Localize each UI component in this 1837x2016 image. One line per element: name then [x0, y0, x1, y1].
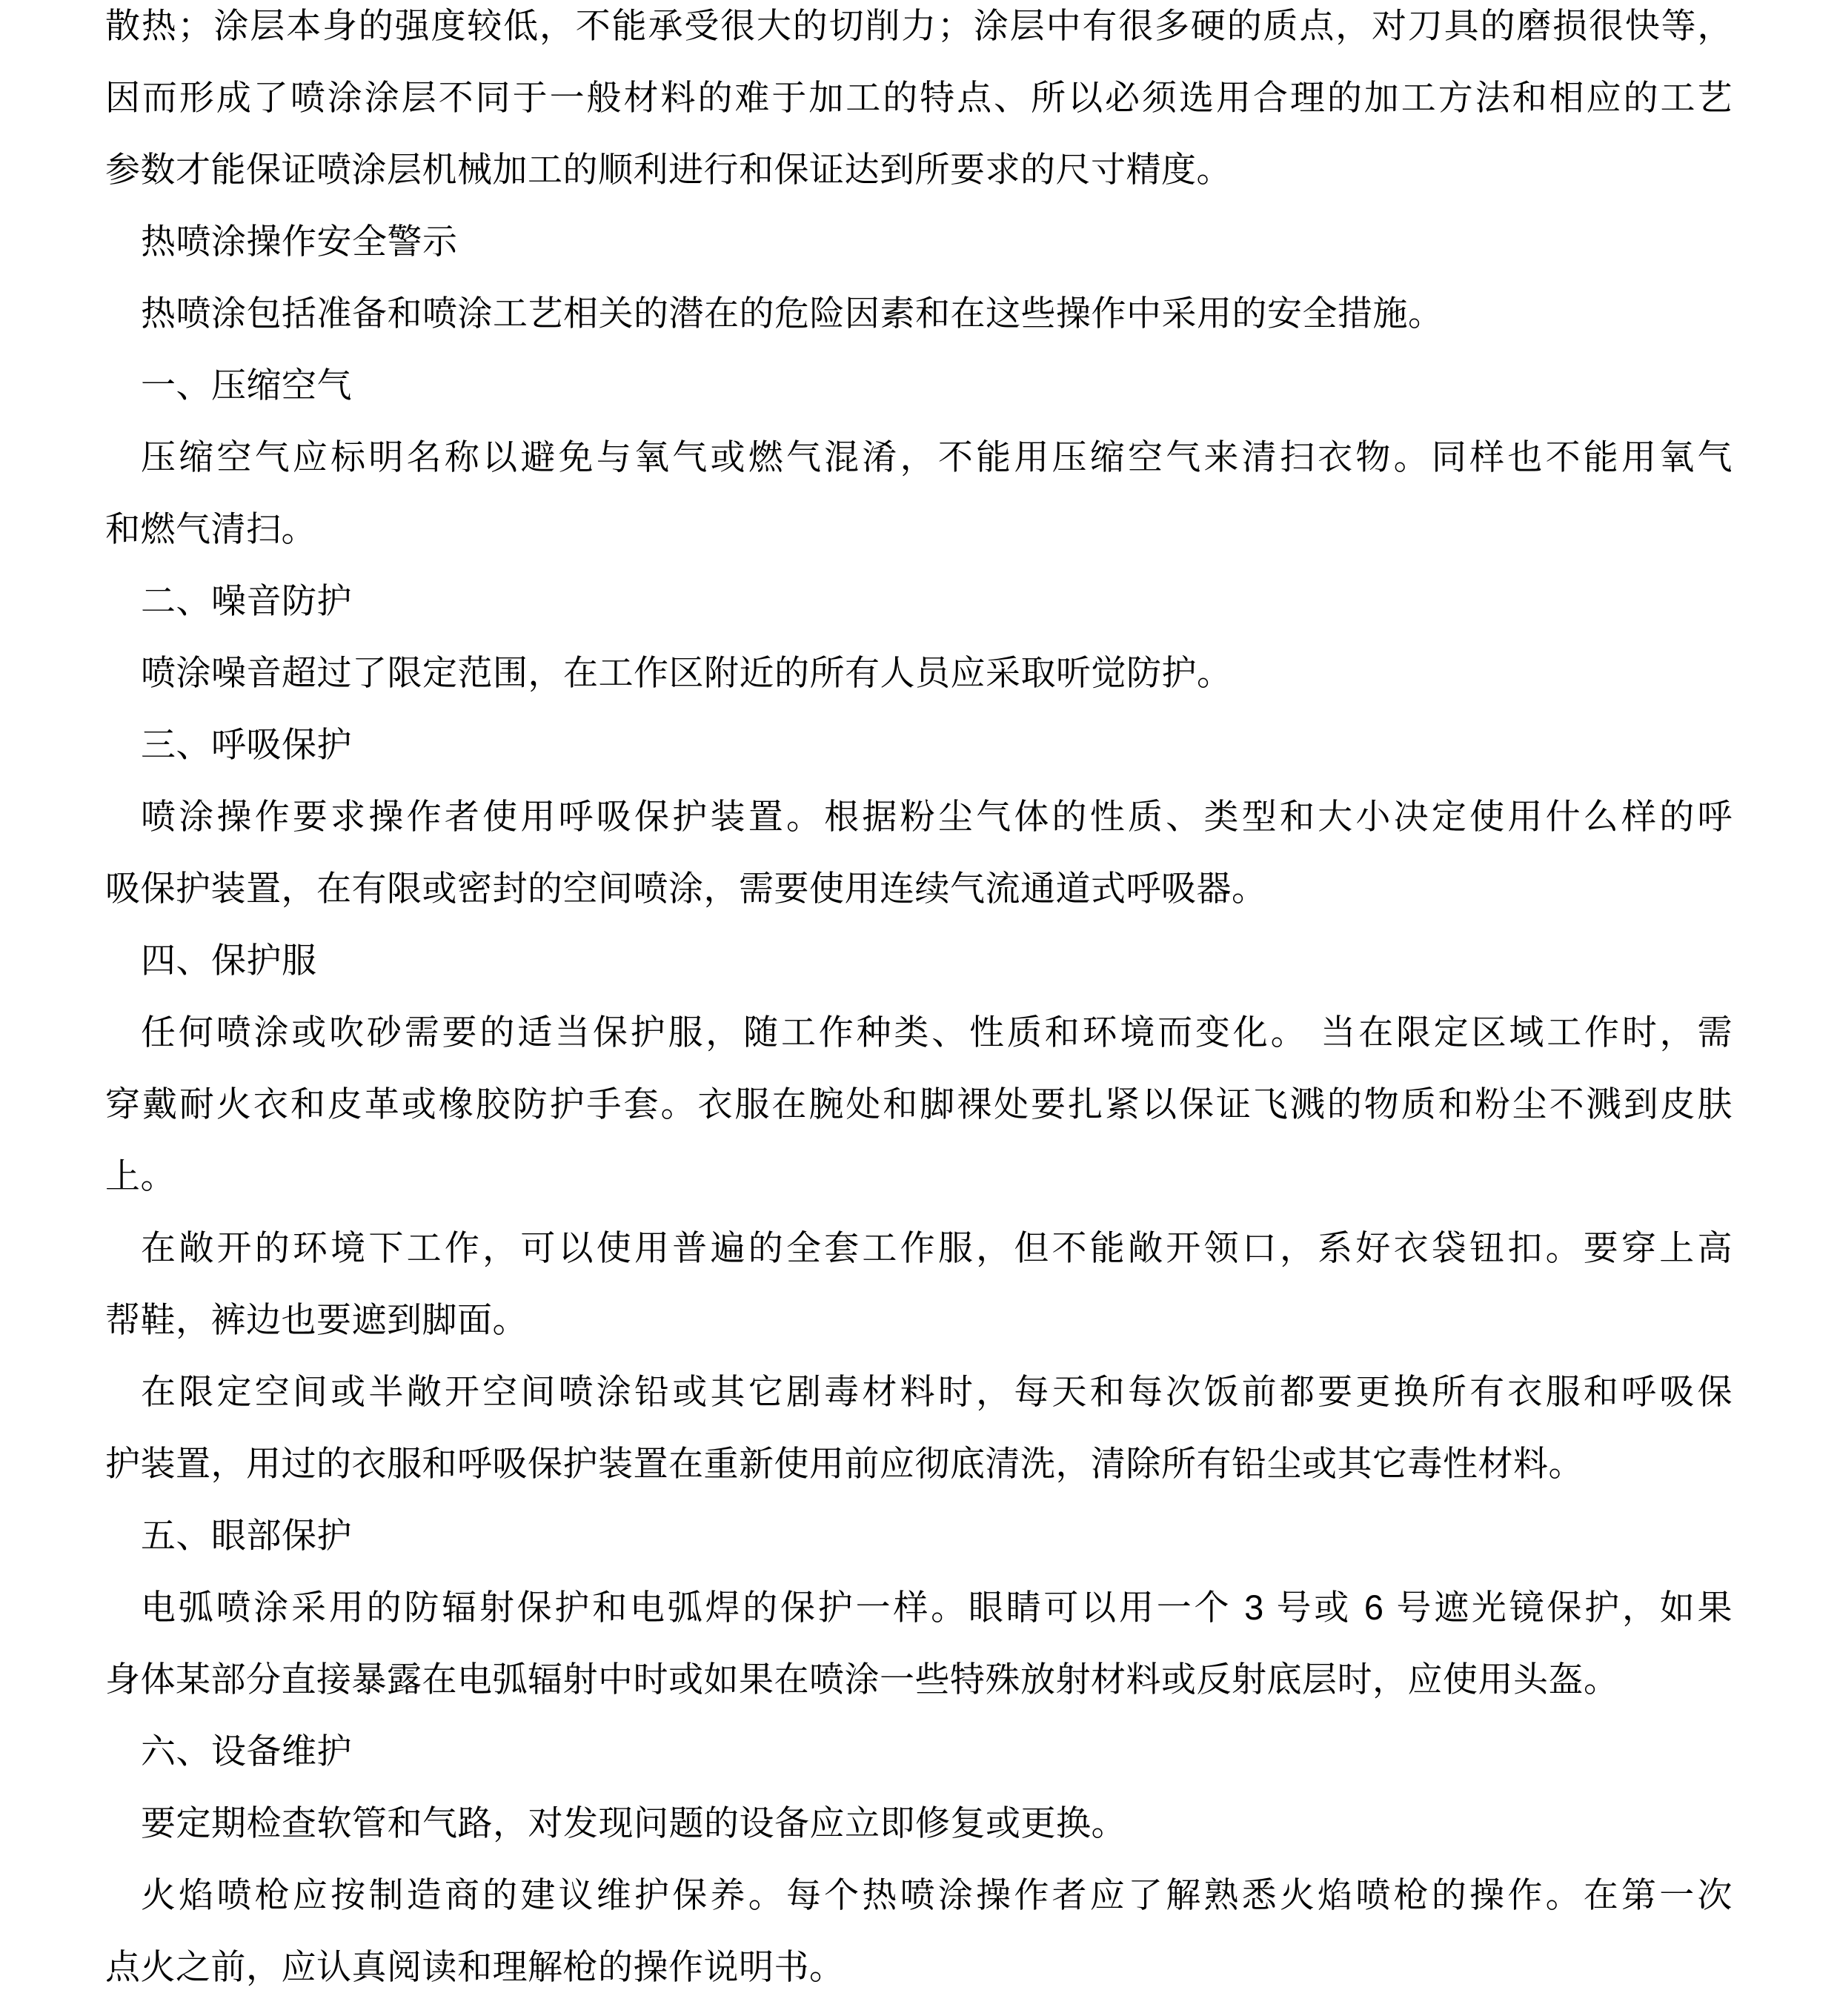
text-line: 在限定空间或半敞开空间喷涂铅或其它剧毒材料时，每天和每次饭前都要更换所有衣服和呼吸保 — [141, 1372, 1733, 1411]
text-line: 五、眼部保护 — [141, 1516, 352, 1555]
text-line: 在敞开的环境下工作，可以使用普遍的全套工作服，但不能敞开领口，系好衣袋钮扣。要穿上高 — [141, 1228, 1733, 1267]
text-line: 三、呼吸保护 — [141, 725, 352, 764]
text-line: 散热；涂层本身的强度较低，不能承受很大的切削力；涂层中有很多硬的质点，对刀具的磨损很快等， — [105, 6, 1733, 45]
text-line: 喷涂噪音超过了限定范围，在工作区附近的所有人员应采取听觉防护。 — [141, 653, 1232, 692]
text-line: 电弧喷涂采用的防辐射保护和电弧焊的保护一样。眼睛可以用一个 3 号或 6 号遮光镜保护，如果 — [141, 1588, 1733, 1627]
text-line: 四、保护服 — [141, 941, 317, 980]
text-line: 热喷涂操作安全警示 — [141, 222, 458, 261]
text-line: 身体某部分直接暴露在电弧辐射中时或如果在喷涂一些特殊放射材料或反射底层时，应使用头盔。 — [105, 1659, 1619, 1699]
text-line: 上。 — [105, 1156, 176, 1196]
text-line: 要定期检查软管和气路，对发现问题的设备应立即修复或更换。 — [141, 1803, 1126, 1843]
text-line: 和燃气清扫。 — [105, 509, 316, 548]
text-line: 压缩空气应标明名称以避免与氧气或燃气混淆，不能用压缩空气来清扫衣物。同样也不能用氧气 — [141, 437, 1733, 477]
text-line: 二、噪音防护 — [141, 581, 352, 620]
text-line: 因而形成了喷涂涂层不同于一般材料的难于加工的特点、所以必须选用合理的加工方法和相应的工艺 — [105, 78, 1733, 117]
text-line: 喷涂操作要求操作者使用呼吸保护装置。根据粉尘气体的性质、类型和大小决定使用什么样的呼 — [141, 797, 1733, 836]
text-line: 护装置，用过的衣服和呼吸保护装置在重新使用前应彻底清洗，清除所有铅尘或其它毒性材料。 — [105, 1444, 1584, 1483]
text-line: 热喷涂包括准备和喷涂工艺相关的潜在的危险因素和在这些操作中采用的安全措施。 — [141, 294, 1444, 333]
text-line: 一、压缩空气 — [141, 365, 352, 405]
document-body — [105, 0, 1733, 2003]
text-line: 穿戴耐火衣和皮革或橡胶防护手套。衣服在腕处和脚裸处要扎紧以保证飞溅的物质和粉尘不溅到皮肤 — [105, 1084, 1733, 1124]
text-line: 六、设备维护 — [141, 1731, 352, 1771]
text-line: 火焰喷枪应按制造商的建议维护保养。每个热喷涂操作者应了解熟悉火焰喷枪的操作。在第一次 — [141, 1875, 1733, 1914]
text-line: 吸保护装置，在有限或密封的空间喷涂，需要使用连续气流通道式呼吸器。 — [105, 869, 1267, 908]
text-line: 点火之前，应认真阅读和理解枪的操作说明书。 — [105, 1947, 845, 1986]
text-line: 参数才能保证喷涂层机械加工的顺利进行和保证达到所要求的尺寸精度。 — [105, 150, 1232, 189]
text-line: 任何喷涂或吹砂需要的适当保护服，随工作种类、性质和环境而变化。 当在限定区域工作时，需 — [141, 1012, 1733, 1052]
text-line: 帮鞋，裤边也要遮到脚面。 — [105, 1300, 528, 1339]
